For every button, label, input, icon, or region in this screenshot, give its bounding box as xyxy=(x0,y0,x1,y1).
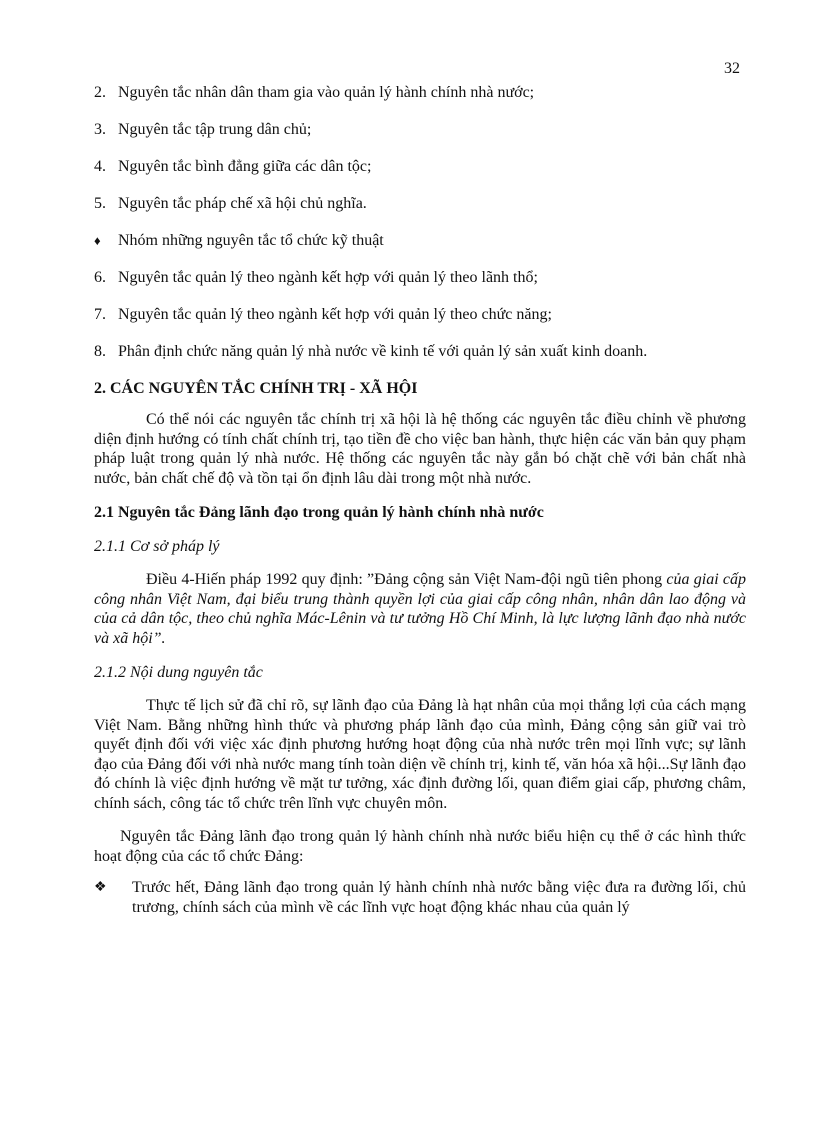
list-item xyxy=(94,341,746,363)
content-paragraph-2: Nguyên tắc Đảng lãnh đạo trong quản lý hành chính nhà nước biểu hiện cụ thể ở các hình thức hoạt động của các tổ chức Đảng: xyxy=(94,828,746,865)
list-item-text: Nguyên tắc quản lý theo ngành kết hợp với quản lý theo chức năng; xyxy=(118,306,552,323)
group-heading xyxy=(94,230,746,252)
list-item xyxy=(94,82,746,104)
list-item-number: 3. xyxy=(94,121,106,138)
list-item-text: Phân định chức năng quản lý nhà nước về kinh tế với quản lý sản xuất kinh doanh. xyxy=(118,343,648,360)
section-heading: 2. CÁC NGUYÊN TẮC CHÍNH TRỊ - XÃ HỘI xyxy=(94,380,418,397)
subsubsection-heading-content: 2.1.2 Nội dung nguyên tắc xyxy=(94,664,263,681)
section-paragraph: Có thể nói các nguyên tắc chính trị xã hội là hệ thống các nguyên tắc điều chỉnh về phương diện định hướng có tính chất chính trị, tạo tiền đề cho việc ban hành, thực hiện các văn bản quy phạm pháp luật trong quản lý nhà nước. Hệ thống các nguyên tắc này gắn bó chặt chẽ với bản chất nhà nước, bản chất chế độ và tồn tại ổn định lâu dài trong một nhà nước. xyxy=(94,411,746,487)
legal-basis-text: Điều 4-Hiến pháp 1992 quy định: ”Đảng cộng sản Việt Nam-đội ngũ tiên phong xyxy=(146,571,667,588)
star-bullet-icon: ❖ xyxy=(94,880,107,895)
list-item-number: 8. xyxy=(94,343,106,360)
list-item-number: 4. xyxy=(94,158,106,175)
diamond-bullet-icon: ♦ xyxy=(94,233,101,248)
list-item-text: Nguyên tắc pháp chế xã hội chủ nghĩa. xyxy=(118,195,367,212)
content-paragraph: Thực tế lịch sử đã chỉ rõ, sự lãnh đạo của Đảng là hạt nhân của mọi thắng lợi của cách mạng Việt Nam. Bằng những hình thức và phương pháp lãnh đạo của mình, Đảng cộng sản giữ vai trò quyết định đối với việc xác định phương hướng hoạt động của nhà nước trên mọi lĩnh vực; sự lãnh đạo của Đảng đối với nhà nước mang tính toàn diện về chính trị, kinh tế, văn hóa xã hội...Sự lãnh đạo đó chính là việc định hướng về mặt tư tưởng, xác định đường lối, quan điểm giai cấp, phương châm, chính sách, công tác tổ chức trên lĩnh vực chuyên môn. xyxy=(94,697,746,812)
list-item xyxy=(94,193,746,215)
list-item-text: Nguyên tắc quản lý theo ngành kết hợp với quản lý theo lãnh thổ; xyxy=(118,269,538,286)
group-heading-text: Nhóm những nguyên tắc tổ chức kỹ thuật xyxy=(118,232,384,249)
list-item-text: Nguyên tắc bình đẳng giữa các dân tộc; xyxy=(118,158,372,175)
list-item xyxy=(94,878,746,917)
list-item-number: 2. xyxy=(94,84,106,101)
list-item xyxy=(94,156,746,178)
list-item-text: Trước hết, Đảng lãnh đạo trong quản lý hành chính nhà nước bằng việc đưa ra đường lối, chủ trương, chính sách của mình về các lĩnh vực hoạt động khác nhau của quản lý xyxy=(132,879,746,916)
list-item xyxy=(94,304,746,326)
list-item xyxy=(94,267,746,289)
subsubsection-heading-legal-basis: 2.1.1 Cơ sở pháp lý xyxy=(94,538,220,555)
list-item-text: Nguyên tắc nhân dân tham gia vào quản lý hành chính nhà nước; xyxy=(118,84,535,101)
legal-basis-paragraph xyxy=(94,570,746,648)
legal-basis-quote: của giai cấp công nhân Việt Nam, đại biểu trung thành quyền lợi của giai cấp công nhân, nhân dân lao động và của cả dân tộc, theo chủ nghĩa Mác-Lênin và tư tưởng Hồ Chí Minh, là lực lượng lãnh đạo nhà nước và xã hội”. xyxy=(94,571,747,647)
document-body xyxy=(94,82,746,917)
list-item-number: 6. xyxy=(94,269,106,286)
list-item-number: 5. xyxy=(94,195,106,212)
list-item-text: Nguyên tắc tập trung dân chủ; xyxy=(118,121,312,138)
list-item xyxy=(94,119,746,141)
page-number: 32 xyxy=(724,60,740,77)
subsection-heading: 2.1 Nguyên tắc Đảng lãnh đạo trong quản lý hành chính nhà nước xyxy=(94,504,544,521)
list-item-number: 7. xyxy=(94,306,106,323)
